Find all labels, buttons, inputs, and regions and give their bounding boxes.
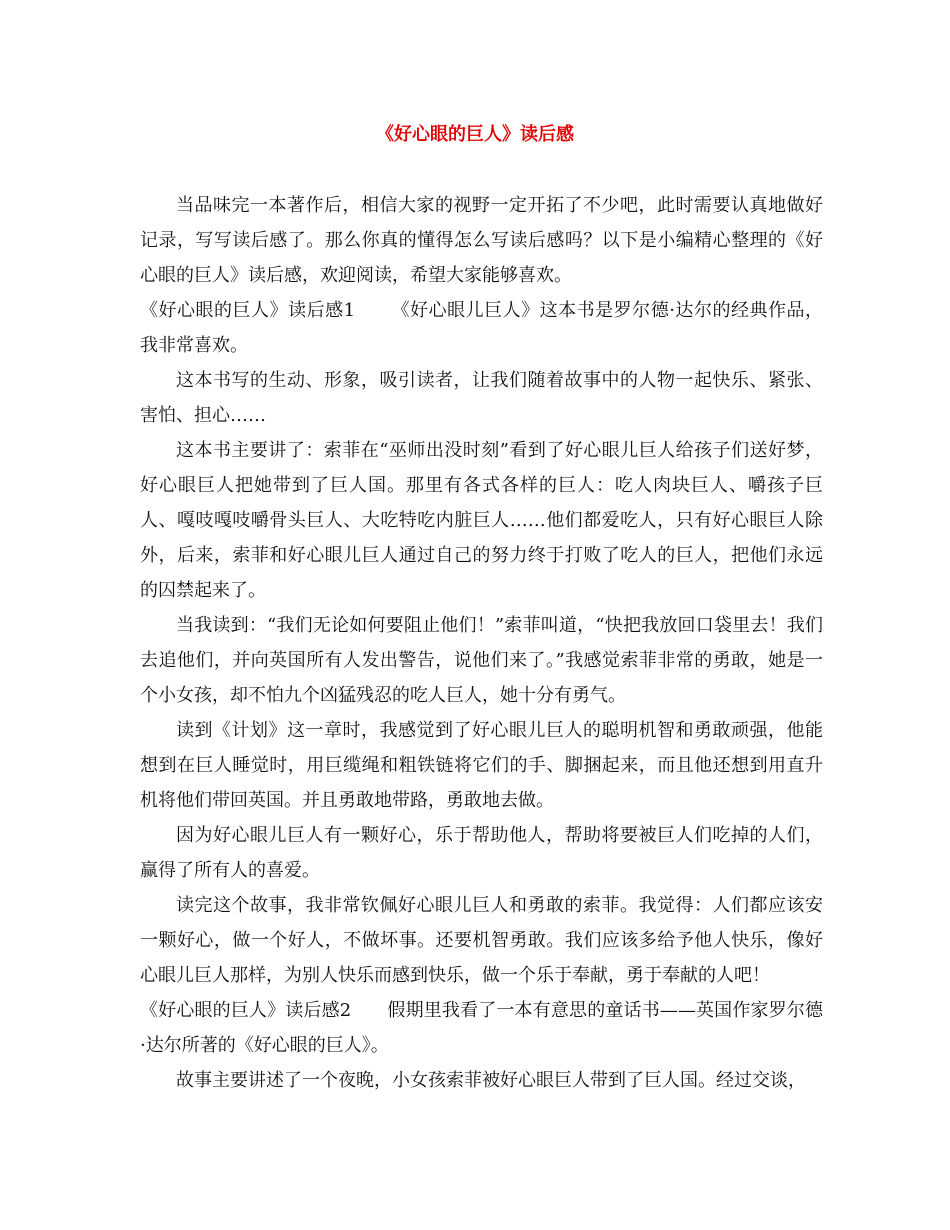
section-1-paragraph: 这本书写的生动、形象，吸引读者，让我们随着故事中的人物一起快乐、紧张、害怕、担心…… <box>140 370 823 426</box>
section-1-heading: 《好心眼的巨人》读后感1 <box>140 300 356 321</box>
section-1-paragraph: 读到《计划》这一章时，我感觉到了好心眼儿巨人的聪明机智和勇敢顽强，他能想到在巨人睡觉时，用巨缆绳和粗铁链将它们的手、脚捆起来，而且他还想到用直升机将他们带回英国。并且勇敢地带路，勇敢地去做。 <box>140 720 823 811</box>
document-title: 《好心眼的巨人》读后感 <box>376 124 574 145</box>
section-1-paragraph: 当我读到：“我们无论如何要阻止他们！”索菲叫道，“快把我放回口袋里去！我们去追他们，并向英国所有人发出警告，说他们来了。”我感觉索菲非常的勇敢，她是一个小女孩，却不怕九个凶猛残忍的吃人巨人，她十分有勇气。 <box>140 615 823 706</box>
intro-paragraph: 当品味完一本著作后，相信大家的视野一定开拓了不少吧，此时需要认真地做好记录，写写读后感了。那么你真的懂得怎么写读后感吗？以下是小编精心整理的《好心眼的巨人》读后感，欢迎阅读，希望大家能够喜欢。 <box>140 195 823 286</box>
section-1-opening <box>140 293 823 363</box>
section-1-paragraph: 这本书主要讲了：索菲在“巫师出没时刻”看到了好心眼儿巨人给孩子们送好梦，好心眼巨人把她带到了巨人国。那里有各式各样的巨人：吃人肉块巨人、嚼孩子巨人、嘎吱嘎吱嚼骨头巨人、大吃特吃内脏巨人……他们都爱吃人，只有好心眼巨人除外，后来，索菲和好心眼儿巨人通过自己的努力终于打败了吃人的巨人，把他们永远的囚禁起来了。 <box>140 440 823 601</box>
section-1-paragraph: 读完这个故事，我非常钦佩好心眼儿巨人和勇敢的索菲。我觉得：人们都应该安一颗好心，做一个好人，不做坏事。还要机智勇敢。我们应该多给予他人快乐，像好心眼儿巨人那样，为别人快乐而感到快乐，做一个乐于奉献，勇于奉献的人吧！ <box>140 895 823 986</box>
section-2-paragraph: 故事主要讲述了一个夜晚，小女孩索菲被好心眼巨人带到了巨人国。经过交谈， <box>176 1070 806 1091</box>
section-2-opening <box>140 993 823 1063</box>
document-body <box>140 188 823 1098</box>
section-2-first-paragraph: 假期里我看了一本有意思的童话书——英国作家罗尔德·达尔所著的《好心眼的巨人》。 <box>140 1000 824 1056</box>
section-2-heading: 《好心眼的巨人》读后感2 <box>140 1000 352 1021</box>
section-1-paragraph: 因为好心眼儿巨人有一颗好心，乐于帮助他人，帮助将要被巨人们吃掉的人们，赢得了所有人的喜爱。 <box>140 825 823 881</box>
section-1-first-paragraph: 《好心眼儿巨人》这本书是罗尔德·达尔的经典作品，我非常喜欢。 <box>140 300 823 356</box>
